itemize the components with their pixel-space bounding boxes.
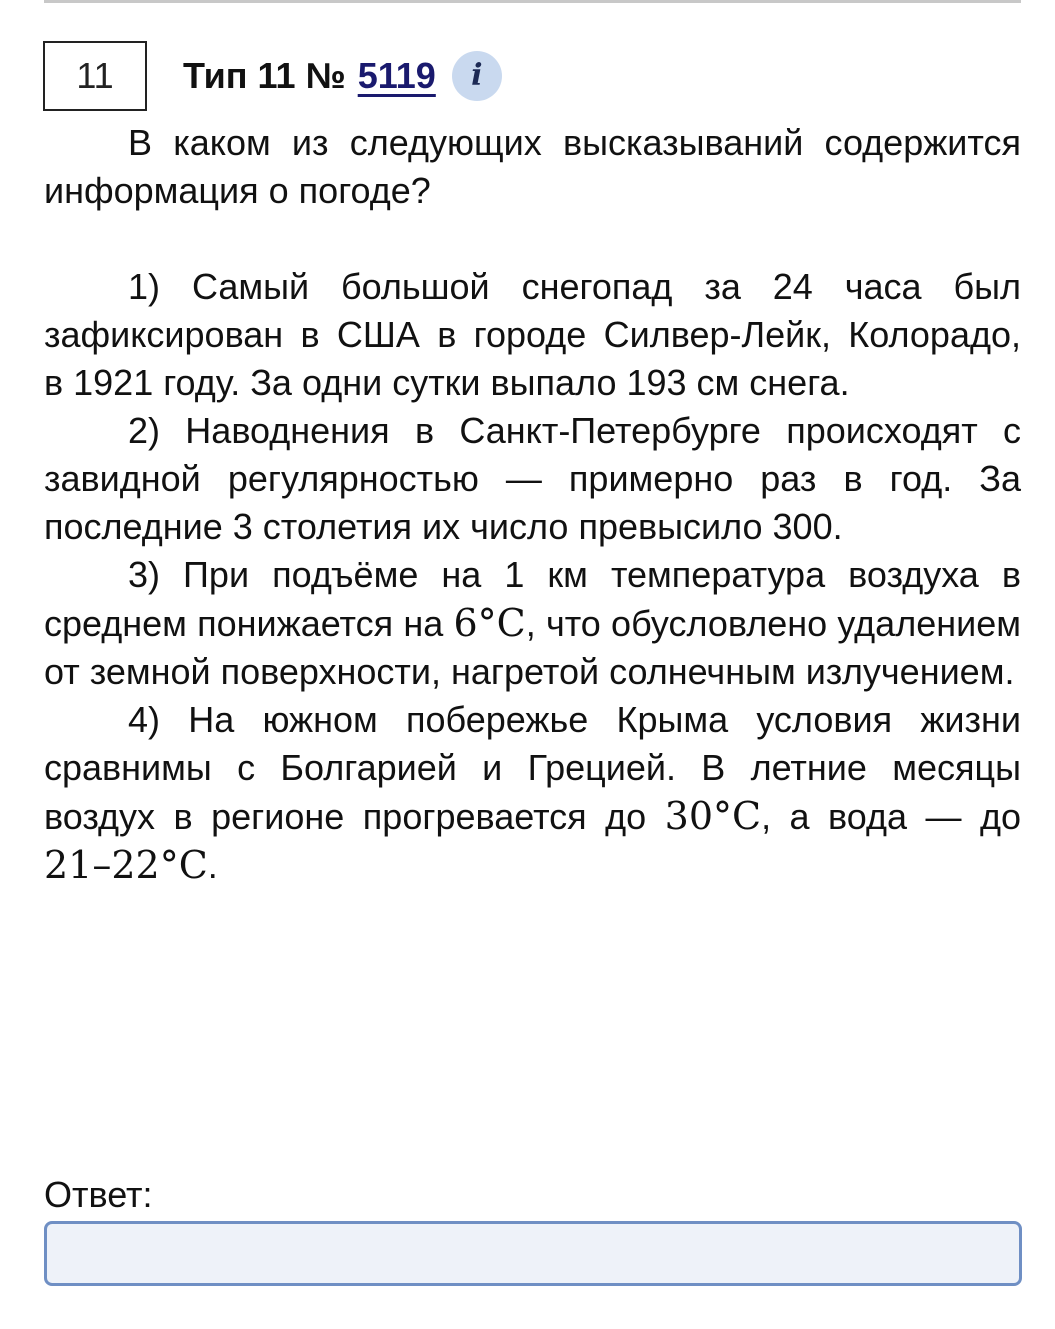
- option-3: [44, 551, 1021, 696]
- option-3-text-end: , что обусловлено удалением от земной поверхности, нагретой солнечным излучением.: [44, 603, 1021, 692]
- answer-label: Ответ:: [44, 1174, 153, 1215]
- option-4: [44, 696, 1021, 890]
- option-1: 1) Самый большой снегопад за 24 часа был зафиксирован в США в городе Силвер-Лейк, Колорадо, в 1921 году. За одни сутки выпало 193 см снега.: [44, 266, 1021, 403]
- info-icon[interactable]: i: [452, 51, 502, 101]
- answer-input[interactable]: [44, 1221, 1022, 1286]
- task-number-link[interactable]: 5119: [357, 54, 436, 96]
- task-header: [43, 39, 502, 112]
- option-3-text-start: 3) При подъёме на 1 км температура воздуха в среднем понижается на: [44, 554, 1021, 644]
- option-4-text-end: .: [207, 845, 218, 886]
- option-4-text-start: 4) На южном побережье Крыма условия жизни сравнимы с Болгарией и Грецией. В летние месяцы воздух в регионе прогревается до: [44, 699, 1021, 837]
- option-3-temperature: 6°C: [453, 601, 526, 645]
- question-text: В каком из следующих высказываний содержится информация о погоде?: [44, 122, 1021, 211]
- task-number-sign: №: [305, 54, 346, 96]
- task-title: [183, 51, 502, 101]
- option-4-air-temperature: 30°C: [664, 794, 762, 838]
- option-4-text-middle: , а вода — до: [761, 796, 1021, 837]
- option-2: 2) Наводнения в Санкт-Петербурге происходят с завидной регулярностью — примерно раз в год. За последние 3 столетия их число превысило 300.: [44, 410, 1021, 547]
- option-4-water-temperature: 21–22°C: [44, 843, 208, 887]
- task-number-box: 11: [43, 41, 147, 111]
- top-divider: [44, 0, 1021, 3]
- task-body: [44, 119, 1021, 890]
- task-type-label: Тип 11: [183, 54, 296, 96]
